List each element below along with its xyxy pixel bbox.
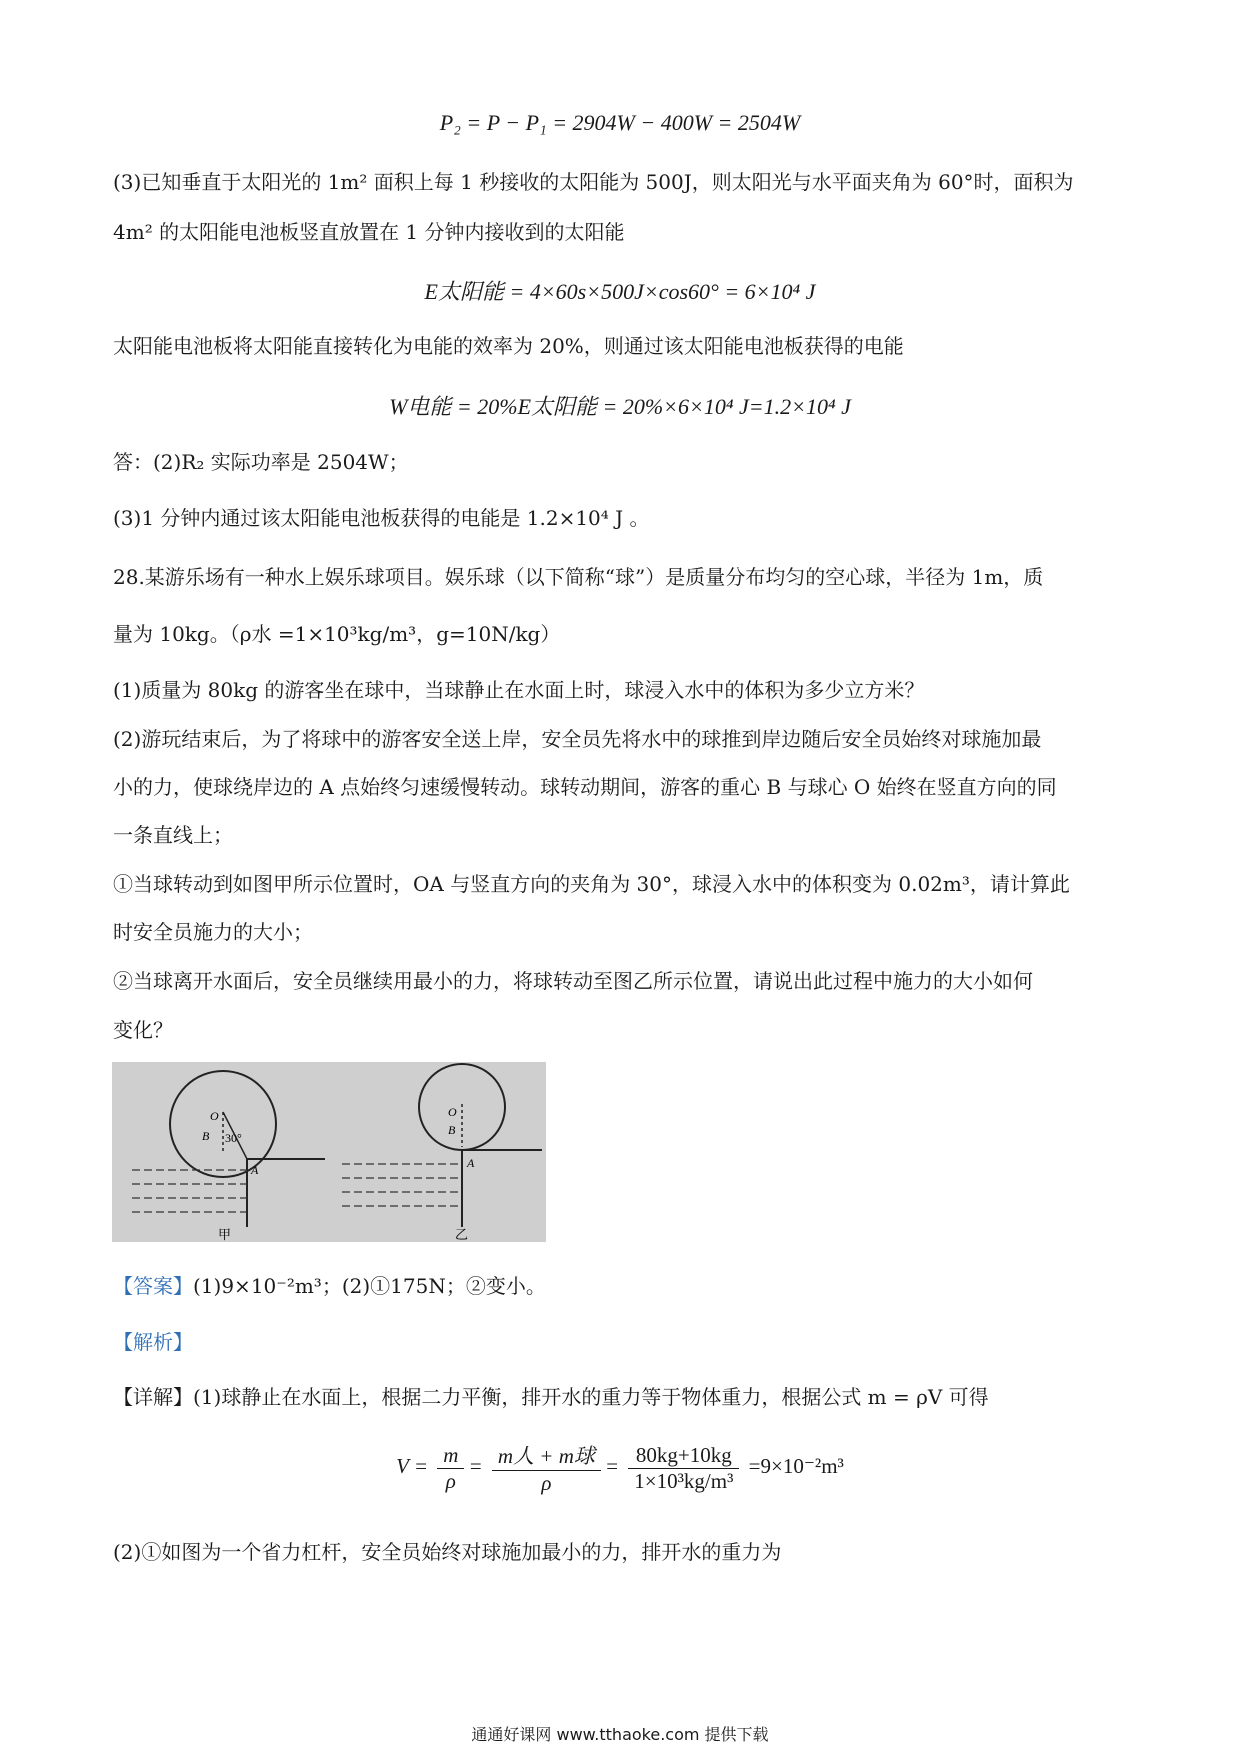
- formula-e-solar: E太阳能 = 4×60s×500J×cos60° = 6×10⁴ J: [424, 279, 816, 304]
- label-jia: 甲: [218, 1228, 232, 1242]
- question-28-case1-line2: 时安全员施力的大小；: [113, 920, 313, 944]
- volume-result: =9×10⁻²m³: [748, 1453, 844, 1478]
- paragraph-efficiency: 太阳能电池板将太阳能直接转化为电能的效率为 20%，则通过该太阳能电池板获得的电能: [113, 334, 904, 358]
- fraction-m-over-rho: [437, 1443, 464, 1494]
- answer-line-2: (3)1 分钟内通过该太阳能电池板获得的电能是 1.2×10⁴ J 。: [113, 506, 650, 530]
- paragraph-p3-line2: 4m² 的太阳能电池板竖直放置在 1 分钟内接收到的太阳能: [113, 220, 625, 244]
- paragraph-p3-line1: (3)已知垂直于太阳光的 1m² 面积上每 1 秒接收的太阳能为 500J，则太阳光与水平面夹角为 60°时，面积为: [113, 170, 1074, 194]
- label-b-yi: B: [448, 1123, 456, 1137]
- footer-text: 通通好课网 www.tthaoke.com 提供下载: [471, 1725, 769, 1744]
- label-o-yi: O: [448, 1105, 457, 1119]
- frac2-den: ρ: [541, 1471, 552, 1495]
- fraction-sum-over-rho: [492, 1440, 601, 1496]
- label-a-jia: A: [251, 1163, 259, 1177]
- answer-text: (1)9×10⁻²m³；(2)①175N；②变小。: [193, 1274, 546, 1298]
- ball-diagram-svg: [112, 1062, 546, 1242]
- question-28-case2-line1: ②当球离开水面后，安全员继续用最小的力，将球转动至图乙所示位置，请说出此过程中施力的大小如何: [113, 969, 1033, 993]
- formula-w-electric: W电能 = 20%E太阳能 = 20%×6×10⁴ J=1.2×10⁴ J: [389, 394, 851, 419]
- formula-volume: V = $\frac{m}{\rho}$ = $\frac{\text{m人 + m球}}{\rho}$ = $\frac{80kg+10kg}{\text{1×10³kg/m³}}$ =9×10⁻²m³: [0, 1440, 1240, 1496]
- question-28-case1-line1: ①当球转动到如图甲所示位置时，OA 与竖直方向的夹角为 30°，球浸入水中的体积变为 0.02m³，请计算此: [113, 872, 1070, 896]
- answer-line-1: 答：(2)R₂ 实际功率是 2504W；: [113, 450, 409, 474]
- label-b-jia: B: [202, 1129, 210, 1143]
- label-yi: 乙: [455, 1228, 469, 1242]
- label-angle-jia: 30°: [225, 1131, 242, 1145]
- question-28-sub2-line1: (2)游玩结束后，为了将球中的游客安全送上岸，安全员先将水中的球推到岸边随后安全员始终对球施加最: [113, 727, 1042, 751]
- ball-diagram-figure: [112, 1062, 546, 1242]
- lever-line: (2)①如图为一个省力杠杆，安全员始终对球施加最小的力，排开水的重力为: [113, 1540, 782, 1564]
- frac1-den: ρ: [445, 1468, 456, 1493]
- frac2-num: m人 + m球: [492, 1440, 601, 1471]
- label-a-yi: A: [467, 1156, 475, 1170]
- question-28-sub1: (1)质量为 80kg 的游客坐在球中，当球静止在水面上时，球浸入水中的体积为多少立方米？: [113, 678, 925, 702]
- question-28-sub2-line2: 小的力，使球绕岸边的 A 点始终匀速缓慢转动。球转动期间，游客的重心 B 与球心 O 始终在竖直方向的同: [113, 775, 1057, 799]
- question-28-line1: 28.某游乐场有一种水上娱乐球项目。娱乐球（以下简称“球”）是质量分布均匀的空心球，半径为 1m，质: [113, 565, 1044, 589]
- answer-tag: 【答案】: [113, 1274, 193, 1298]
- question-28-sub2-line3: 一条直线上；: [113, 823, 233, 847]
- question-28-case2-line2: 变化？: [113, 1018, 173, 1042]
- frac3-den: 1×10³kg/m³: [634, 1468, 734, 1493]
- question-28-line2: 量为 10kg。（ρ水 =1×10³kg/m³，g=10N/kg）: [113, 622, 561, 646]
- volume-lhs: V =: [396, 1453, 429, 1478]
- fraction-values: [628, 1443, 739, 1494]
- formula-p2: P₂ = P − P₁ = 2904W − 400W = 2504W: [439, 110, 801, 135]
- analysis-tag: 【解析】: [113, 1330, 193, 1354]
- answer-section: [113, 1272, 546, 1300]
- frac1-num: m: [437, 1443, 464, 1469]
- detail-line: 【详解】(1)球静止在水面上，根据二力平衡，排开水的重力等于物体重力，根据公式 m = ρV 可得: [113, 1385, 989, 1409]
- label-o-jia: O: [210, 1109, 219, 1123]
- frac3-num: 80kg+10kg: [628, 1443, 739, 1469]
